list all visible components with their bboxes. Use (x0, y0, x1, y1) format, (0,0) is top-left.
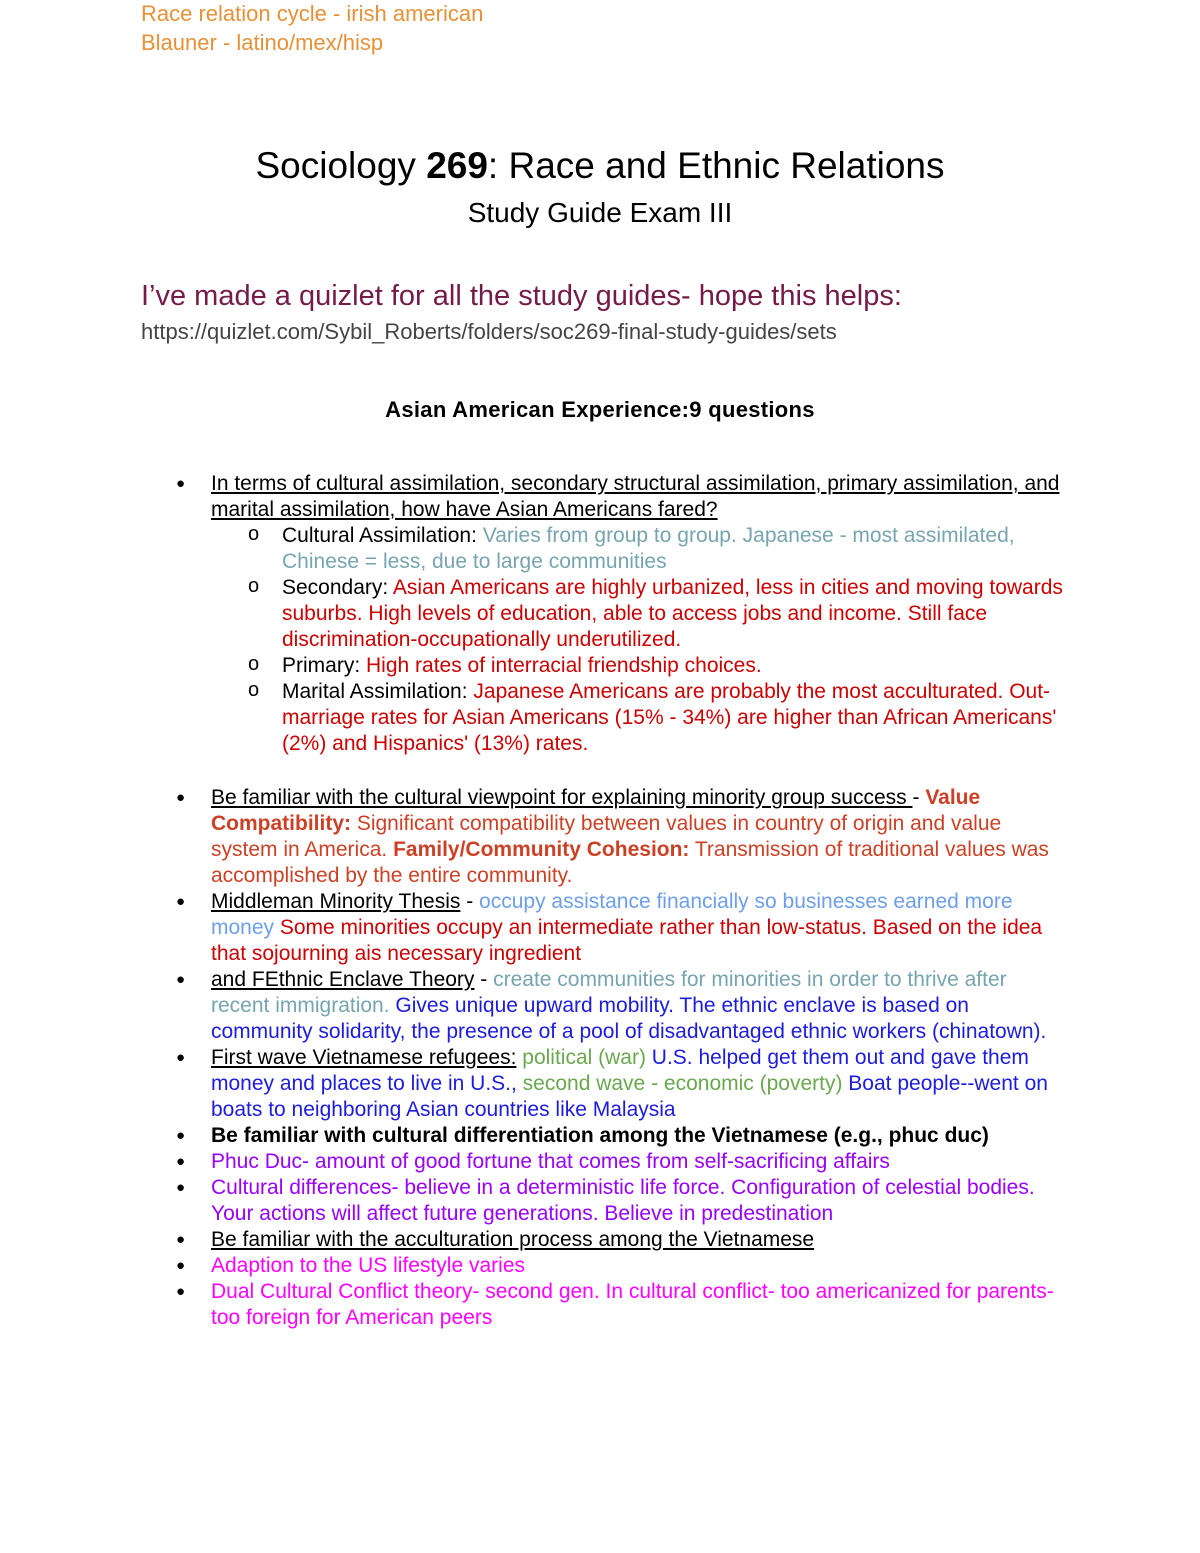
list-item-middleman-minority: ● Middleman Minority Thesis - occupy assistance financially so businesses earned more money Some minorities occupy an intermediate rather than low-status. Based on the idea that sojourning ais necessary ingredient (168, 889, 1068, 967)
sub-item-marital: o Marital Assimilation: Japanese Americans are probably the most acculturated. Out-marriage rates for Asian Americans (15% - 34%) are higher than African Americans' (2%) and Hispanics' (13%) rates. (211, 679, 1068, 757)
list-item-phuc-duc: ● Phuc Duc- amount of good fortune that comes from self-sacrificing affairs (168, 1149, 1068, 1175)
page-subtitle: Study Guide Exam III (467, 197, 733, 228)
sub-item-primary: o Primary: High rates of interracial friendship choices. (211, 653, 1068, 679)
list-item-assimilation (168, 471, 1068, 757)
list-item-ethnic-enclave: ● and FEthnic Enclave Theory - create communities for minorities in order to thrive after recent immigration. Gives unique upward mobility. The ethnic enclave is based on community solidarity, the presence of a pool of disadvantaged ethnic workers (chinatown). (168, 967, 1068, 1045)
question-assimilation: In terms of cultural assimilation, secondary structural assimilation, primary assimilation, and marital assimilation, how have Asian Americans fared? (211, 472, 1060, 521)
section-heading: Asian American Experience:9 questions (385, 397, 815, 422)
sub-item-cultural: o Cultural Assimilation: Varies from group to group. Japanese - most assimilated, Chinese = less, due to large communities (211, 523, 1068, 575)
bullet-list-assimilation (168, 471, 1068, 757)
note-race-relation-cycle: Race relation cycle - irish american (141, 1, 484, 26)
note-blauner: Blauner - latino/mex/hisp (141, 30, 384, 55)
list-item-cultural-differentiation: ● Be familiar with cultural differentiation among the Vietnamese (e.g., phuc duc) (168, 1123, 1068, 1149)
list-item-acculturation: ● Be familiar with the acculturation process among the Vietnamese (168, 1227, 1068, 1253)
bullet-list-main (168, 785, 1068, 1331)
list-item-dual-cultural-conflict: ● Dual Cultural Conflict theory- second gen. In cultural conflict- too americanized for parents- too foreign for American peers (168, 1279, 1068, 1331)
sub-list-assimilation (211, 523, 1068, 757)
quizlet-note: I’ve made a quizlet for all the study guides- hope this helps: (141, 280, 902, 312)
list-item-cultural-differences: ● Cultural differences- believe in a deterministic life force. Configuration of celestial bodies. Your actions will affect future generations. Believe in predestination (168, 1175, 1068, 1227)
sub-item-secondary: o Secondary: Asian Americans are highly urbanized, less in cities and moving towards suburbs. High levels of education, able to access jobs and income. Still face discrimination-occupationally underutilized. (211, 575, 1068, 653)
list-item-cultural-viewpoint: ● Be familiar with the cultural viewpoint for explaining minority group success - Value Compatibility: Significant compatibility between values in country of origin and value system in America. Family/Community Cohesion: Transmission of traditional values was accomplished by the entire community. (168, 785, 1068, 889)
list-item-adaption: ● Adaption to the US lifestyle varies (168, 1253, 1068, 1279)
quizlet-link[interactable]: https://quizlet.com/Sybil_Roberts/folders/soc269-final-study-guides/sets (141, 319, 837, 344)
list-item-vietnamese-refugees: ● First wave Vietnamese refugees: political (war) U.S. helped get them out and gave them money and places to live in U.S., second wave - economic (poverty) Boat people--went on boats to neighboring Asian countries like Malaysia (168, 1045, 1068, 1123)
page-title: Sociology 269: Race and Ethnic Relations (255, 145, 945, 186)
